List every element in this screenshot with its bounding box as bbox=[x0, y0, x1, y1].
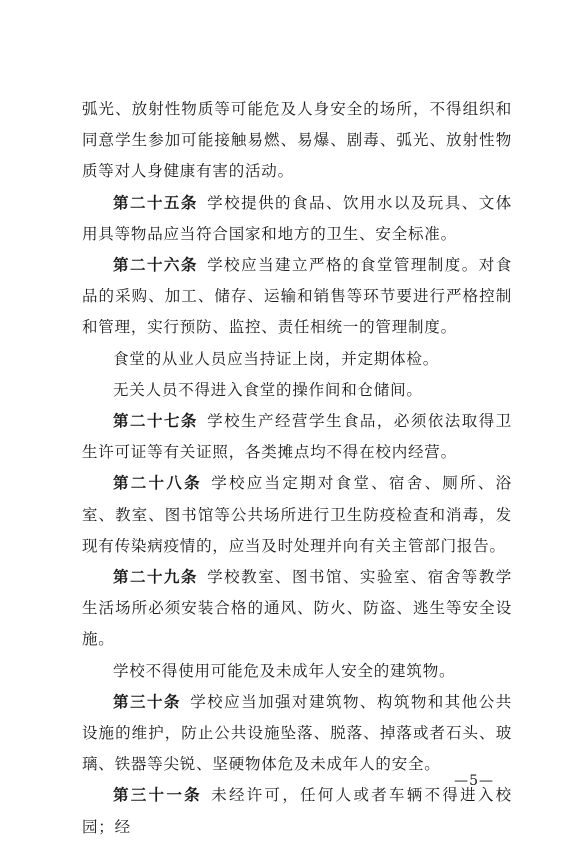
paragraph-text: 食堂的从业人员应当持证上岗，并定期体检。 bbox=[113, 349, 440, 368]
article-text: 学校应当建立严格的食堂管理制度。对食品的采购、加工、储存、运输和销售等环节要进行严格控制和管理，实行预防、监控、责任相统一的管理制度。 bbox=[82, 256, 512, 337]
page-number: —5— bbox=[454, 773, 494, 789]
body-text bbox=[82, 94, 512, 843]
article-25 bbox=[82, 188, 512, 250]
article-29 bbox=[82, 562, 512, 656]
article-28 bbox=[82, 468, 512, 562]
article-31 bbox=[82, 780, 512, 842]
article-number: 第二十八条 bbox=[113, 474, 202, 493]
article-number: 第三十条 bbox=[113, 692, 181, 711]
article-text: 学校提供的食品、饮用水以及玩具、文体用具等物品应当符合国家和地方的卫生、安全标准。 bbox=[82, 193, 512, 243]
paragraph-text: 学校不得使用可能危及未成年人安全的建筑物。 bbox=[113, 661, 456, 680]
article-number: 第二十五条 bbox=[113, 193, 198, 212]
article-text: 未经许可，任何人或者车辆不得进入校园；经 bbox=[82, 786, 512, 836]
article-text: 学校生产经营学生食品，必须依法取得卫生许可证等有关证照，各类摊点均不得在校内经营。 bbox=[82, 412, 512, 462]
article-number: 第二十六条 bbox=[113, 256, 198, 275]
paragraph-text: 弧光、放射性物质等可能危及人身安全的场所，不得组织和同意学生参加可能接触易燃、易爆、剧毒、弧光、放射性物质等对人身健康有害的活动。 bbox=[82, 100, 512, 181]
article-30 bbox=[82, 687, 512, 781]
article-text: 学校应当加强对建筑物、构筑物和其他公共设施的维护，防止公共设施坠落、脱落、掉落或者石头、玻璃、铁器等尖锐、坚硬物体危及未成年人的安全。 bbox=[82, 692, 512, 774]
paragraph-text: 无关人员不得进入食堂的操作间和仓储间。 bbox=[113, 380, 423, 399]
article-text: 学校教室、图书馆、实验室、宿舍等教学生活场所必须安装合格的通风、防火、防盗、逃生等安全设施。 bbox=[82, 568, 512, 649]
article-text: 学校应当定期对食堂、宿舍、厕所、浴室、教室、图书馆等公共场所进行卫生防疫检查和消毒，发现有传染病疫情的，应当及时处理并向有关主管部门报告。 bbox=[82, 474, 512, 555]
article-27 bbox=[82, 406, 512, 468]
article-number: 第二十七条 bbox=[113, 412, 198, 431]
paragraph-canteen-staff bbox=[82, 344, 512, 375]
paragraph-continuation bbox=[82, 94, 512, 188]
paragraph-buildings bbox=[82, 656, 512, 687]
paragraph-canteen-access bbox=[82, 375, 512, 406]
article-number: 第二十九条 bbox=[113, 568, 198, 587]
article-number: 第三十一条 bbox=[113, 786, 202, 805]
article-26 bbox=[82, 250, 512, 344]
